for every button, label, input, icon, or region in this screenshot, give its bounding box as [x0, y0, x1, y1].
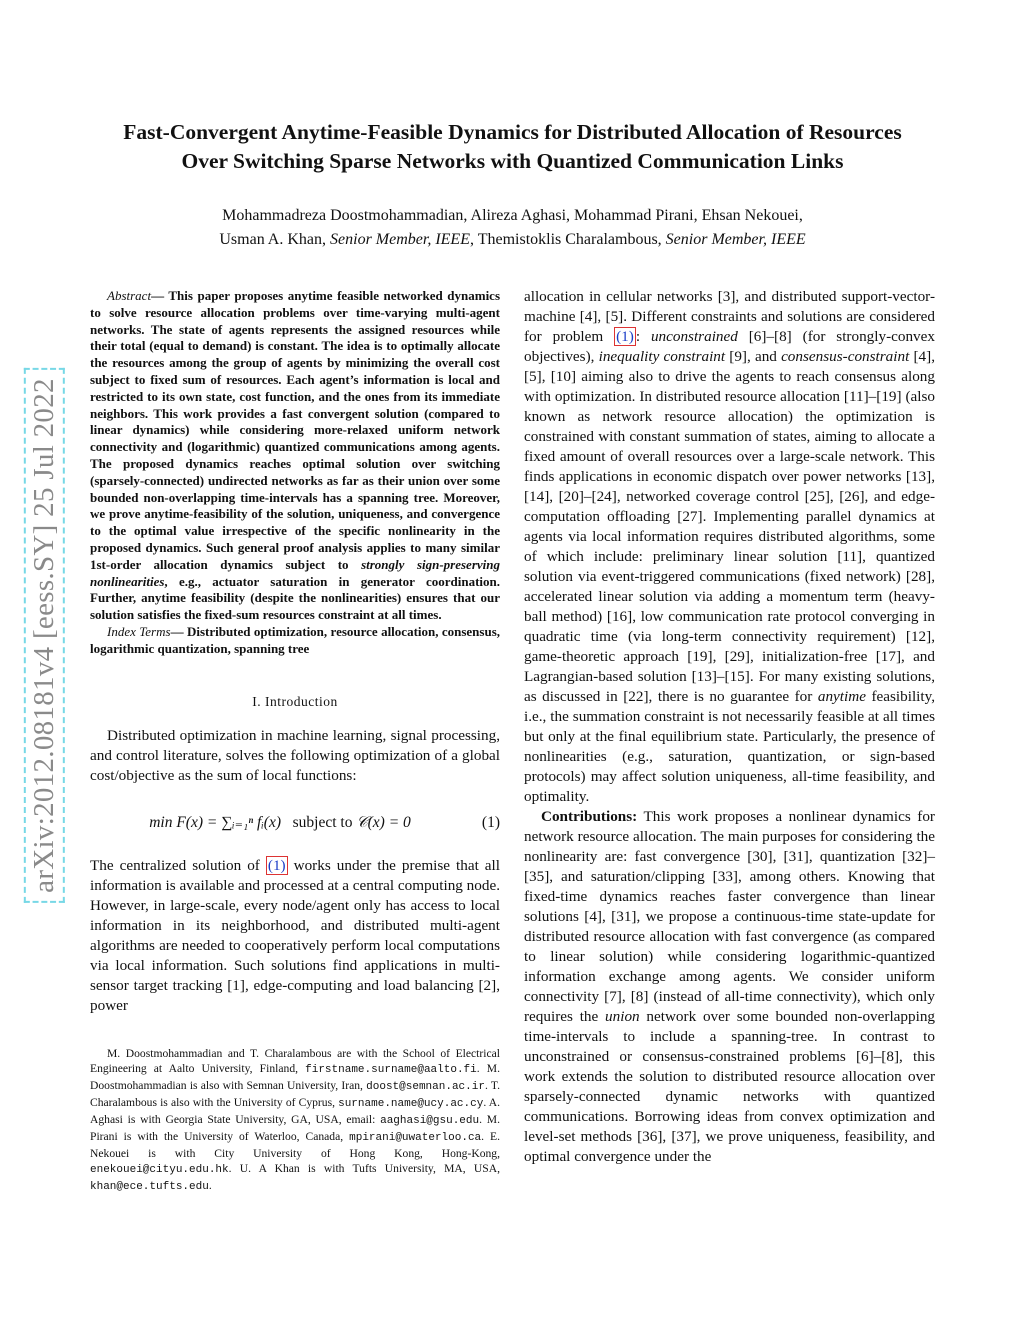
right-p1-em1: unconstrained [650, 328, 738, 345]
abstract-dash: — [151, 288, 169, 303]
right-p1-e: [4], [5], [10] aiming also to drive the agents to reach consensus along with optimization. In distributed resource allocation [11]–[19] (also known as network resource allocation) the optimization is constrained with constant summation of states, aiming to allocate a fixed amount of overall resources over a large-scale network. This finds applications in economic dispatch over power networks [13], [14], [20]–[24], networked coverage control [25], [26], and edge-computation offloading [27]. Implementing parallel dynamics at agents via local information requires distributed algorithms, some of which include: preliminary linear solution [11], quantized solution via event-triggered communications (fixed network) [28], accelerated linear solution via adding a momentum term (heavy-ball method) [16], low communication rate protocol converging in quadratic time (via long-term connectivity requirement) [12], game-theoretic approach [19], [29], initialization-free [17], and Lagrangian-based solution [13]–[15]. For many existing solutions, as discussed in [22], there is no guarantee for [524, 348, 935, 705]
index-terms-text: Distributed optimization, resource allocation, consensus, logarithmic quantization, spanning tree [90, 623, 501, 656]
equation-body [90, 813, 470, 832]
right-p1-b: : [635, 328, 651, 345]
right-p1-em4: anytime [817, 688, 866, 705]
authors-line-2c: , Themistoklis Charalambous, [469, 231, 666, 248]
equation-ref-link[interactable]: (1) [267, 856, 286, 874]
abstract-text-a: This paper proposes anytime feasible networked dynamics to solve resource allocation problems over time-varying multi-agent networks. The state of agents represents the assigned resources while their total (equal to demand) is constant. The idea is to optimally allocate the resources among the group of agents by minimizing the overall cost subject to fixed sum of resources. Each agent’s information is local and restricted to its own state, cost function, and the ones from its immediate neighbors. This work provides a fast convergent solution (compared to linear dynamics) while considering more-relaxed uniform network connectivity and (logarithmic) quantized communications among agents. The proposed dynamics reaches optimal solution over switching (sparsely-connected) undirected networks as far as their union over some bounded non-overlapping time-intervals has a spanning tree. Moreover, we prove anytime-feasibility of the solution, uniqueness, and convergence to the optimal value irrespective of the specific nonlinearity in the proposed dynamics. Such general proof analysis applies to many similar 1st-order allocation dynamics subject to [90, 288, 501, 572]
left-column [90, 288, 500, 1195]
abstract-label: Abstract [107, 288, 152, 303]
equation-rhs: 𝒞(x) = 0 [356, 814, 411, 832]
authors-line-2d: Senior Member, IEEE [665, 231, 806, 248]
contributions-label: Contributions: [541, 808, 638, 825]
arxiv-identifier[interactable]: arXiv:2012.08181v4 [eess.SY] 25 Jul 2022 [24, 368, 65, 903]
abstract-text-em: strongly sign-preserving nonlinearities [90, 556, 500, 589]
arxiv-sidebar [18, 330, 70, 940]
equation-number: (1) [481, 813, 500, 831]
right-p1-em2: inequality constraint [598, 348, 726, 365]
footnote-email-2[interactable]: doost@semnan.ac.ir [366, 1080, 485, 1093]
author-list [80, 204, 945, 252]
right-p1-f: feasibility, i.e., the summation constraint is not necessarily feasible at all times but only at the final equilibrium state. Particularly, the presence of nonlinearities (e.g., saturation, quantization, or sign-based protocols) may affect solution uniqueness, all-time feasibility, and optimality. [524, 688, 936, 805]
equation-ref-link-2[interactable]: (1) [616, 328, 634, 345]
title-line-1: Fast-Convergent Anytime-Feasible Dynamics for Distributed Allocation of Resources [123, 120, 902, 144]
right-p1-d: [9], and [725, 348, 782, 365]
authors-line-2b: Senior Member, IEEE [330, 231, 470, 248]
footnote-email-5[interactable]: mpirani@uwaterloo.ca [349, 1131, 482, 1144]
right-p2-b: network over some bounded non-overlapping time-intervals to include a spanning-tree. In contrast to unconstrained or consensus-constrained problems [6]–[8], this work extends the solution to distributed resource allocation over sparsely-connected dynamic networks with quantized communications. Borrowing ideas from convex optimization and level-set methods [36], [37], we prove uniqueness, feasibility, and optimal convergence under the [524, 1008, 936, 1165]
footnote-email-6[interactable]: enekouei@cityu.edu.hk [90, 1163, 229, 1176]
footnote-text-1: M. Doostmohammadian and T. Charalambous are with the School of Electrical Engineering at Aalto University, Finland, [90, 1046, 500, 1075]
footnote-text-6: . E. Nekouei is with City University of Hong Kong, Hong-Kong, [90, 1129, 501, 1160]
footnote-email-4[interactable]: aaghasi@gsu.edu [380, 1114, 480, 1127]
equation-mid: subject to [292, 814, 353, 832]
equation-1 [90, 794, 500, 852]
right-paragraph-1 [524, 287, 935, 807]
footnote-email-3[interactable]: surname.name@ucy.ac.cy [338, 1097, 484, 1110]
intro-paragraph-1: Distributed optimization in machine learning, signal processing, and control literature, solves the following optimization of a global cost/objective as the sum of local functions: [90, 726, 500, 784]
equation-lhs: min F(x) = ∑ᵢ₌₁ⁿ fᵢ(x) [149, 814, 281, 832]
paper-title [80, 118, 945, 176]
right-p1-em3: consensus-constraint [781, 348, 910, 365]
footnote-text-3: . T. Charalambous is also with the University of Cyprus, [90, 1078, 500, 1109]
authors-line-1: Mohammadreza Doostmohammadian, Alireza Aghasi, Mohammad Pirani, Ehsan Nekouei, [222, 207, 803, 224]
intro-p2-a: The centralized solution of [90, 856, 266, 874]
footnote-text-7: . U. A Khan is with Tufts University, MA, USA, [228, 1161, 500, 1175]
right-column [524, 287, 935, 1167]
right-p1-c: [6]–[8] (for strongly-convex objectives), [524, 328, 935, 365]
abstract-text-b: , e.g., actuator saturation in generator coordination. Further, anytime feasibility (despite the nonlinearities) ensures that our solution satisfies the fixed-sum resources constraint at all times. [90, 573, 500, 623]
authors-line-2a: Usman A. Khan, [219, 231, 331, 248]
index-terms-dash: — [170, 623, 187, 639]
right-p2-a: This work proposes a nonlinear dynamics for network resource allocation. The main purposes for considering the nonlinearity are: fast convergence [30], [31], quantization [32]–[35], and saturation/clipping [33], among others. Knowing that fixed-time dynamics reaches faster convergence than linear solutions [4], [31], we propose a continuous-time state-update for distributed resource allocation with fast convergence (as compared to linear solution) while considering logarithmic-quantized information exchange among agents. We consider uniform connectivity [7], [8] (instead of all-time connectivity), which only requires the [524, 808, 935, 1025]
right-p1-a: allocation in cellular networks [3], and distributed support-vector-machine [4], [5]. Different constraints and solutions are considered for problem [524, 288, 935, 345]
right-p2-em: union [605, 1008, 640, 1025]
contributions-paragraph [524, 807, 935, 1167]
abstract [90, 288, 500, 624]
author-footnote [90, 1046, 500, 1195]
footnote-text-2: . M. Doostmohammadian is also with Semnan University, Iran, [90, 1061, 500, 1092]
index-terms-label: Index Terms [107, 623, 171, 639]
footnote-text-5: . M. Pirani is with the University of Waterloo, Canada, [90, 1112, 500, 1143]
section-heading-introduction: I. Introduction [252, 693, 338, 709]
title-line-2: Over Switching Sparse Networks with Quantized Communication Links [181, 149, 844, 173]
intro-paragraph-2 [90, 856, 500, 1016]
footnote-text-4: . A. Aghasi is with Georgia State University, GA, USA, email: [90, 1095, 500, 1126]
footnote-email-1[interactable]: firstname.surname@aalto.fi [305, 1063, 477, 1076]
intro-p2-b: works under the premise that all information is available and processed at a central computing node. However, in large-scale, every node/agent only has access to local information in its neighborhood, and distributed multi-agent algorithms are needed to cooperatively perform local computations via local information. Such solutions find applications in multi-sensor target tracking [1], edge-computing and load balancing [2], power [90, 856, 500, 1014]
index-terms [90, 624, 500, 658]
footnote-email-7[interactable]: khan@ece.tufts.edu [90, 1180, 209, 1193]
footnote-text-8: . [208, 1178, 212, 1192]
